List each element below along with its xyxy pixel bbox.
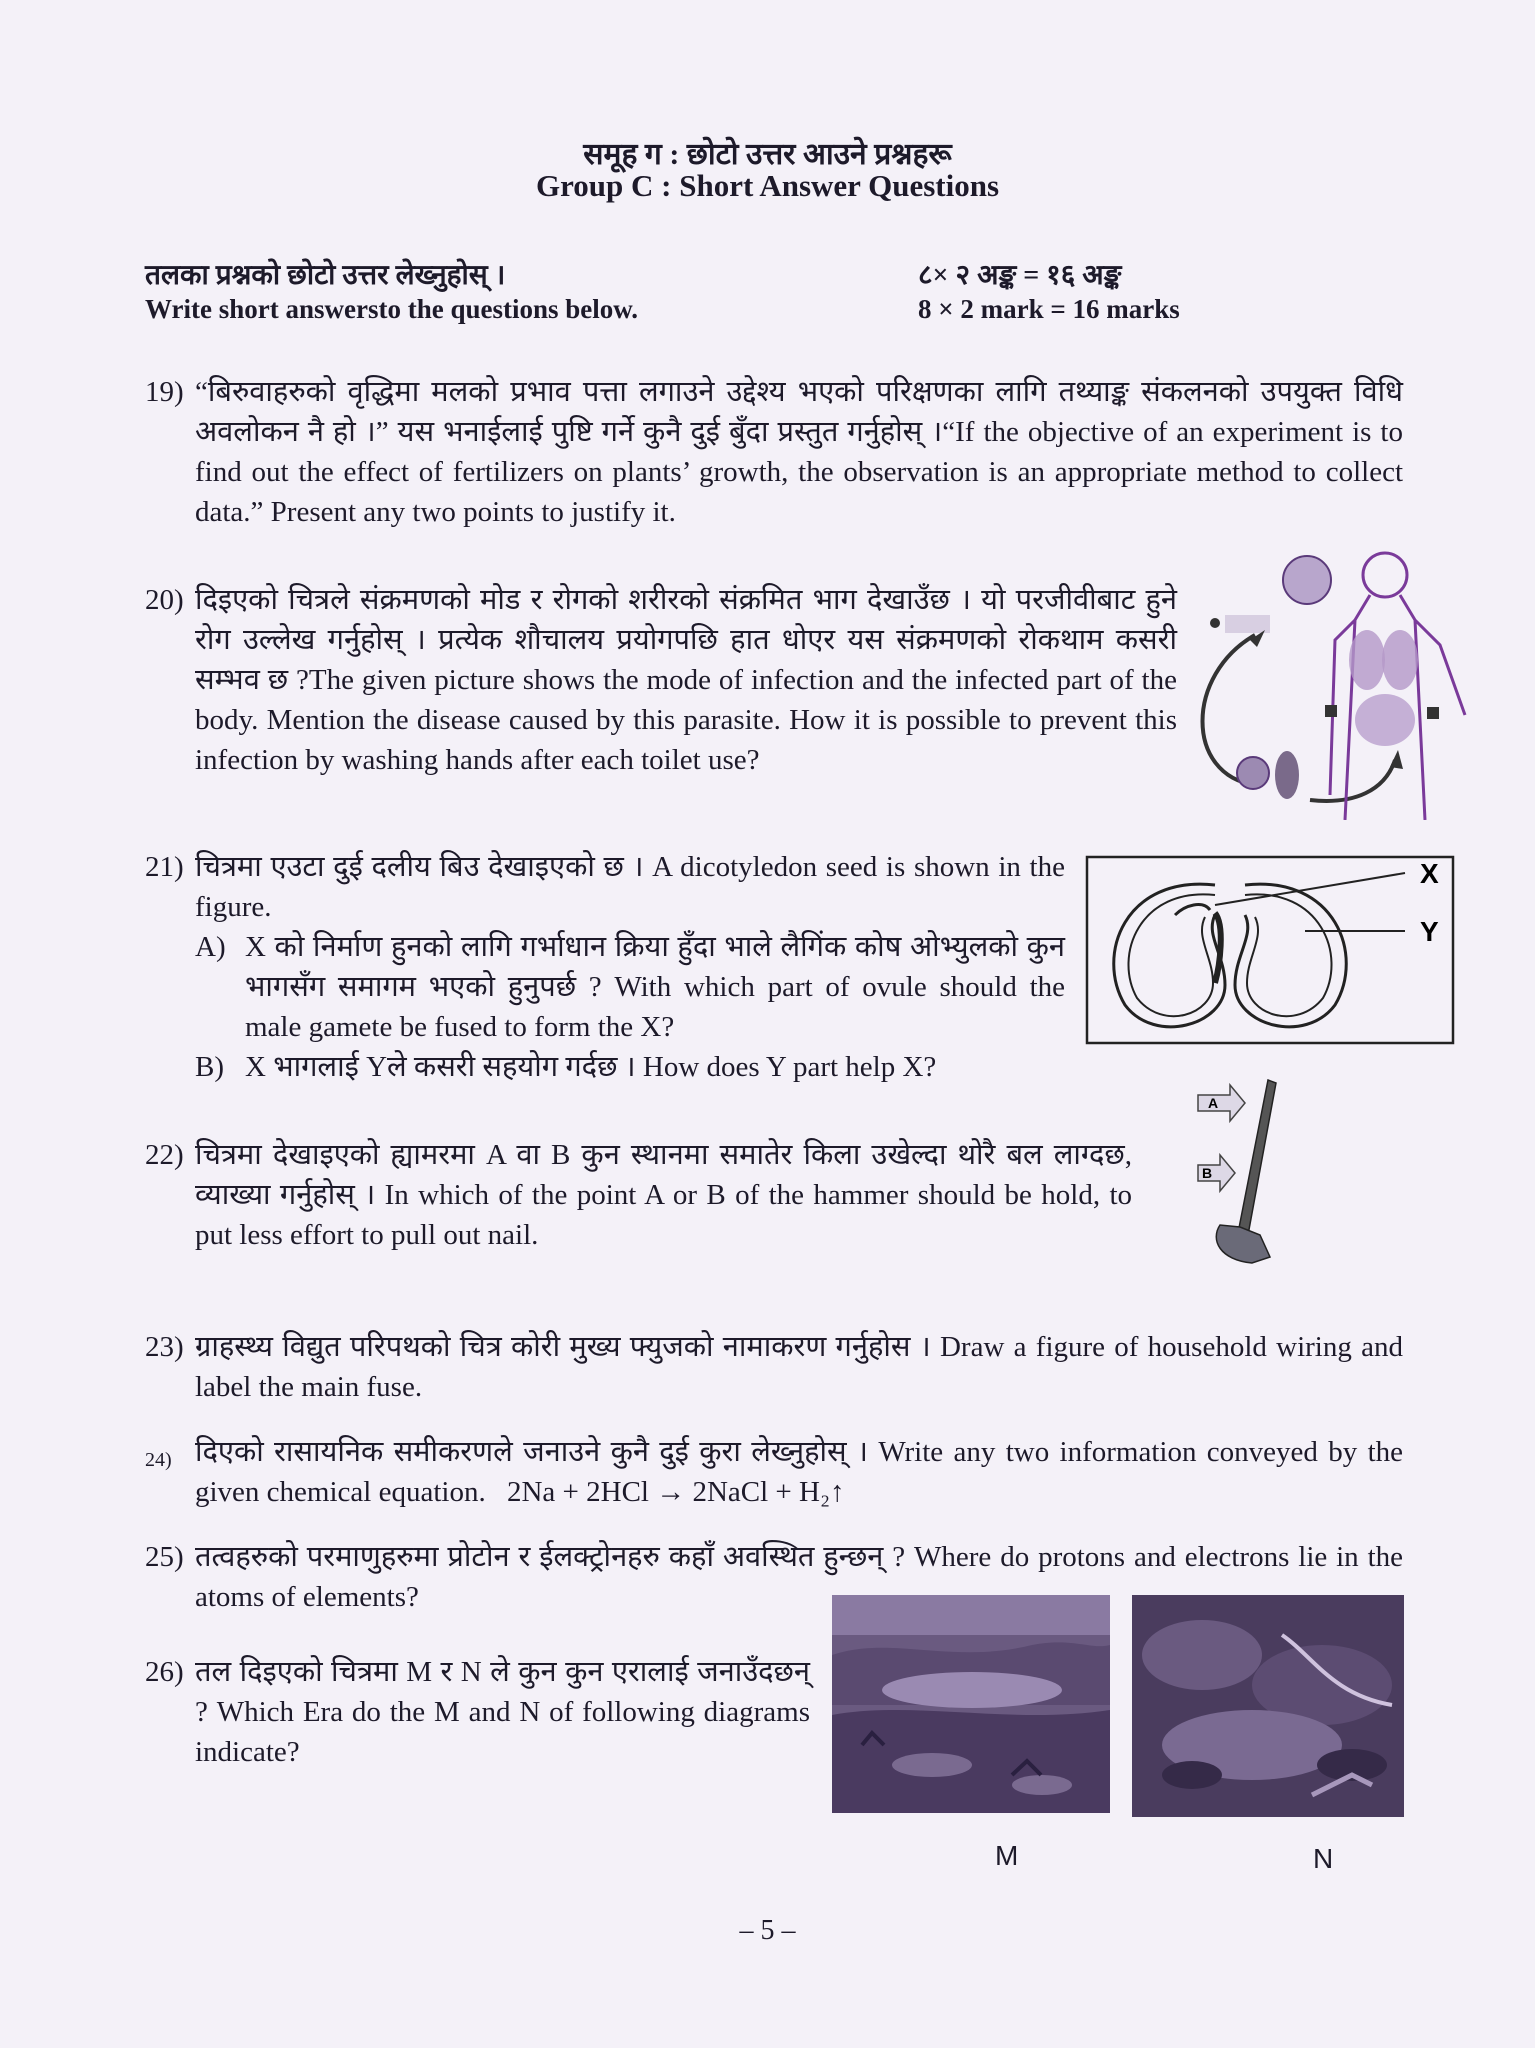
question-21 xyxy=(145,847,1065,1087)
marks-nepali: ८× २ अङ्क = १६ अङ्क xyxy=(918,260,1122,291)
question-22 xyxy=(145,1135,1132,1255)
era-n-image xyxy=(1132,1595,1404,1817)
question-number: 20) xyxy=(145,584,184,616)
seed-label-y: Y xyxy=(1420,916,1439,947)
sub-text: X को निर्माण हुनको लागि गर्भाधान क्रिया हुँदा भाले लैगिंक कोष ओभ्युलको कुन भागसँग समागम भएको हुनुपर्छ ? With which part of ovule should the male gamete be fused to form the X? xyxy=(245,931,1065,1043)
instruction-nepali: तलका प्रश्नको छोटो उत्तर लेख्नुहोस् । xyxy=(145,260,506,291)
question-number: 24) xyxy=(145,1449,172,1471)
chemical-equation: 2Na + 2HCl → 2NaCl + H₂↑ xyxy=(506,1476,845,1508)
question-text: दिएको रासायनिक समीकरणले जनाउने कुनै दुई कुरा लेख्नुहोस् । Write any two information conveyed by the given chemical equation. xyxy=(195,1436,1403,1508)
marks-english: 8 × 2 mark = 16 marks xyxy=(918,294,1180,324)
instruction-english: Write short answersto the questions below. xyxy=(145,294,639,324)
hammer-label-b: B xyxy=(1202,1165,1213,1181)
era-label-m: M xyxy=(995,1840,1019,1871)
era-m-image xyxy=(832,1595,1110,1813)
sub-text: X भागलाई Yले कसरी सहयोग गर्दछ । How does Y part help X? xyxy=(245,1051,937,1083)
question-number: 25) xyxy=(145,1541,184,1573)
hammer-figure xyxy=(1190,1075,1290,1265)
question-number: 22) xyxy=(145,1139,184,1171)
question-text: तल दिइएको चित्रमा M र N ले कुन कुन एरालाई जनाउँदछन् ? Which Era do the M and N of following diagrams indicate? xyxy=(195,1656,810,1768)
question-19 xyxy=(145,372,1403,532)
sub-label: B) xyxy=(195,1051,224,1083)
question-number: 26) xyxy=(145,1656,184,1688)
sub-label: A) xyxy=(195,931,226,963)
question-number: 23) xyxy=(145,1331,184,1363)
question-26 xyxy=(145,1652,810,1772)
question-text: चित्रमा एउटा दुई दलीय बिउ देखाइएको छ । A dicotyledon seed is shown in the figure. xyxy=(195,851,1065,923)
hammer-label-a: A xyxy=(1208,1095,1219,1111)
page-number: – 5 – xyxy=(739,1915,796,1946)
section-title-english: Group C : Short Answer Questions xyxy=(535,168,1000,203)
question-text: “बिरुवाहरुको वृद्धिमा मलको प्रभाव पत्ता लगाउने उद्देश्य भएको परिक्षणका लागि तथ्याङ्क संकलनको उपयुक्त विधि अवलोकन नै हो ।” यस भनाईलाई पुष्टि गर्ने कुनै दुई बुँदा प्रस्तुत गर्नुहोस् ।“If the objective of an experiment is to find out the effect of fertilizers on plants’ growth, the observation is an appropriate method to collect data.” Present any two points to justify it. xyxy=(195,376,1403,528)
infection-cycle-figure xyxy=(1195,545,1475,820)
sub-question-a xyxy=(195,927,1065,1047)
section-title-nepali: समूह ग : छोटो उत्तर आउने प्रश्नहरू xyxy=(583,138,952,171)
question-24 xyxy=(145,1432,1403,1512)
question-20 xyxy=(145,580,1177,780)
question-text: तत्वहरुको परमाणुहरुमा प्रोटोन र ईलक्ट्रोनहरु कहाँ अवस्थित हुन्छन् ? Where do protons and electrons lie in the atoms of elements? xyxy=(195,1541,1403,1613)
dicot-seed-figure xyxy=(1085,855,1455,1045)
era-label-n: N xyxy=(1313,1843,1334,1874)
question-text: दिइएको चित्रले संक्रमणको मोड र रोगको शरीरको संक्रमित भाग देखाउँछ । यो परजीवीबाट हुने रोग उल्लेख गर्नुहोस् । प्रत्येक शौचालय प्रयोगपछि हात धोएर यस संक्रमणको रोकथाम कसरी सम्भव छ ?The given picture shows the mode of infection and the infected part of the body. Mention the disease caused by this parasite. How it is possible to prevent this infection by washing hands after each toilet use? xyxy=(195,584,1177,776)
question-23 xyxy=(145,1327,1403,1407)
seed-label-x: X xyxy=(1420,858,1439,889)
sub-question-b xyxy=(195,1047,1065,1087)
question-text: ग्राहस्थ्य विद्युत परिपथको चित्र कोरी मुख्य फ्युजको नामाकरण गर्नुहोस । Draw a figure of household wiring and label the main fuse. xyxy=(195,1331,1403,1403)
question-text: चित्रमा देखाइएको ह्यामरमा A वा B कुन स्थानमा समातेर किला उखेल्दा थोरै बल लाग्दछ, व्याख्या गर्नुहोस् । In which of the point A or B of the hammer should be hold, to put less effort to pull out nail. xyxy=(195,1139,1132,1251)
question-number: 19) xyxy=(145,376,184,408)
question-number: 21) xyxy=(145,851,184,883)
